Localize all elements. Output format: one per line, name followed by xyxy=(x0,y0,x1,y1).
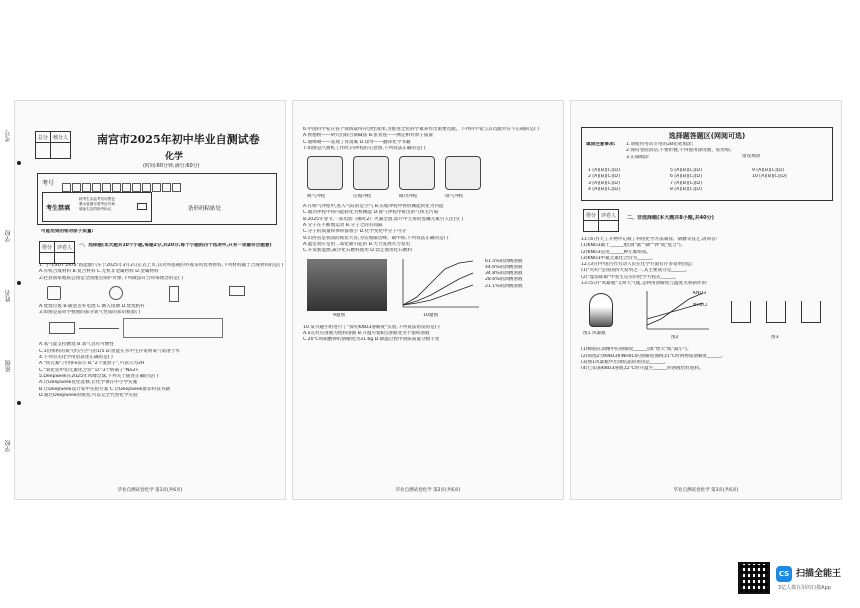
question-line: C.开发新能源,减少化石燃料使用 D.禁止使用化石燃料 xyxy=(303,248,413,254)
question-line: 11.(4分)天工开物中记载了利用化学方法制盐、制糖等技艺,请回答: xyxy=(581,237,718,242)
answer-area-title: 选择题答题区(网阅可选) xyxy=(668,132,746,140)
question-line: C."氧化铝中铝元素化合价" D."3个钠离子"Na3+ xyxy=(39,367,139,373)
exam-page-1 xyxy=(14,100,286,500)
grader-table: 得分 评卷人 xyxy=(39,241,75,264)
property-box-icon xyxy=(123,318,223,338)
question-line: C.屠呦呦——发现了青蒿素 D.徐寿——翻译化学书籍 xyxy=(303,139,411,145)
figure-label: 图3 xyxy=(771,335,779,341)
question-line: (1)"火药"是我国四大发明之一,其主要成分是______。 xyxy=(581,268,690,274)
question-line: A.氧气能支持燃烧 B.氧气具有可燃性 xyxy=(39,342,114,348)
figures-13 xyxy=(581,287,835,347)
section-one-heading: 一、选择题(本大题共10个小题,每题2分,共20分,每个小题的四个选项中,只有一项最符合题意) xyxy=(79,243,272,248)
exam-page-2 xyxy=(292,100,564,500)
figure-icon xyxy=(109,286,123,300)
photo-figure xyxy=(307,259,387,311)
question-line: (1)KNO3属于______肥(填"氮""磷""钾"或"复合")。 xyxy=(581,243,686,249)
question-line: A.温室效应是由二氧化碳引起的 B.大力发展火力发电 xyxy=(303,241,411,247)
figure-icon xyxy=(47,286,61,300)
question-2-figures xyxy=(39,282,283,304)
question-line: 4.下列有关化学用语表述正确的是( ) xyxy=(39,355,113,361)
barcode-label: 条形码粘贴处 xyxy=(188,206,222,212)
question-line: 12.(3分)中国古代劳动人民在化学方面有许多发明创造: xyxy=(581,262,693,268)
qr-code xyxy=(738,562,770,594)
figures-9-10 xyxy=(303,255,557,325)
fill-notice-list: 1.请使用考试专用的2B铅笔填涂; 2.保持卷面清洁,不要折叠,不得使用涂改液、胶带纸; 3.正确填涂 xyxy=(626,142,732,160)
side-label: 学校 xyxy=(5,440,12,452)
question-line: 6.中国科学家在各个领域取得开创性成果,为推进全民科学素养作出重要贡献。下列科学家与其贡献对应不正确的是( ) xyxy=(303,127,539,132)
question-line: D.通过DeepSeek的模型,可以完全代替化学实验 xyxy=(39,392,138,398)
beaker-icon xyxy=(801,301,821,323)
side-label: 班级 xyxy=(5,360,12,372)
exam-subject: 化学 xyxy=(165,152,184,162)
binding-hole xyxy=(17,401,21,405)
engine-stroke-figure xyxy=(303,152,557,204)
figure-label: 图1 风暴瓶 xyxy=(583,331,606,337)
engine-label: 排气冲程 xyxy=(445,194,464,200)
question-line: C.20℃时硝酸钾的溶解度为31.6g D.降温过程中溶质质量分数不变 xyxy=(303,337,440,343)
answer-row[interactable]: 2 [A][B][C][D] 6 [A][B][C][D] 10 [A][B][C][D] xyxy=(588,174,787,180)
binding-hole xyxy=(17,161,21,165)
engine-label: 吸气冲程 xyxy=(307,194,326,200)
figure-label: 10题图 xyxy=(423,312,439,318)
question-3-diagram xyxy=(39,316,283,342)
question-line: A.焚烧垃圾 B.随意丢弃电池 C.倒入鱼塘 D.焚烧秸秆 xyxy=(39,303,145,309)
exam-time-info: (时间:60分钟,满分:60分) xyxy=(143,163,200,169)
grader-table: 得分 评卷人 xyxy=(583,209,619,232)
legend-item: 21.1%的酒精溶液 xyxy=(485,283,523,289)
side-label: 学校 xyxy=(5,230,12,242)
legend-item: 44.6%的酒精溶液 xyxy=(485,264,523,270)
answer-row[interactable]: 4 [A][B][C][D] 8 [A][B][C][D] xyxy=(588,186,702,192)
atomic-mass-note: 可能用到的相对原子质量: xyxy=(41,229,94,234)
question-line: C.1份体积的氧气约占空气的1/5 D.鱼能在水中生存说明氧气易溶于水 xyxy=(39,348,180,354)
question-line: A.让DeepSeek优化选修,让化学课在中小学实施 xyxy=(39,380,138,386)
question-line: A.有机合成材料 B.复合材料 C.无机非金属材料 D.金属材料 xyxy=(39,269,159,275)
exam-title: 南宫市2025年初中毕业自测试卷 xyxy=(97,133,260,146)
oxygen-box-icon xyxy=(49,322,75,334)
notice-box: 考生禁填 缺考生由监考员用黑色 墨水笔填写准考证号和 填涂右边的缺考标记 xyxy=(42,192,152,222)
figure-label: 9题图 xyxy=(333,312,346,318)
wrong-fill-label: 错误填涂 xyxy=(742,154,761,159)
answer-grid[interactable] xyxy=(588,168,828,193)
page-footer: 毕业自测试卷化学 第1页(共6页) xyxy=(117,488,183,493)
engine-icon xyxy=(353,156,389,190)
answer-row[interactable]: 1 [A][B][C][D] 5 [A][B][C][D] 9 [A][B][C][D] xyxy=(588,168,784,173)
fill-notice-label: 填涂注意事项: xyxy=(586,142,616,147)
question-line: 8.2025年春节,一部电影《哪吒2》火遍全国,影片中主角的莲藕元素引人注目( ) xyxy=(303,216,464,222)
legend-item: 61.5%的酒精溶液 xyxy=(485,258,523,264)
legend-item: 28.6%的酒精溶液 xyxy=(485,277,523,283)
exam-page-3 xyxy=(570,100,842,500)
chart-legend xyxy=(485,259,523,290)
question-line: A."铁元素",可用Fe表示 B."2个氢原子",可表示为2H xyxy=(39,361,145,367)
question-list xyxy=(303,127,557,343)
question-list xyxy=(581,237,835,373)
question-line: 2.赵县国家地质公园是全国重点保护对象,下列做法符合环保理念的是( ) xyxy=(39,275,184,281)
engine-label: 做功冲程 xyxy=(399,194,418,200)
question-line: 13.(5分)"风暴瓶"又叫天气瓶,是利用溶解度与温度关系制作的: xyxy=(581,281,708,287)
engine-icon xyxy=(307,156,343,190)
side-label: 考号 xyxy=(5,130,12,142)
scanner-brand: 扫描全能王 xyxy=(796,569,842,579)
camscanner-logo-icon: CS xyxy=(776,566,792,582)
page-footer: 毕业自测试卷化学 第3页(共6页) xyxy=(673,488,739,493)
question-line: (3)图1风暴瓶中出现结晶的原因是______。 xyxy=(581,359,669,365)
question-line: 10.某兴趣小组进行了"探究KNO3溶解度"实验,下列说法错误的是( ) xyxy=(303,324,440,330)
beaker-icon xyxy=(731,301,751,323)
question-line: A.分子在不断地运动 B.分子之间有间隔 xyxy=(303,223,383,229)
question-line: (4)已知某KNO3溶液,t2℃时升温至______时溶液恰好饱和。 xyxy=(581,366,704,372)
question-line: 5.DeepSeek在2025年风靡全球,下列关于描述正确的是( ) xyxy=(39,373,159,379)
question-line: (3)KNO3中氮元素化合价为______。 xyxy=(581,255,656,261)
answer-area xyxy=(581,127,833,201)
question-line: C.做功冲程中将内能转化为机械能 D.排气冲程中排出的气体无污染 xyxy=(303,210,439,216)
question-line: A.侯德榜——研究出联合制碱法 B.张青莲——测定相对原子质量 xyxy=(303,133,434,139)
side-label: 姓名 xyxy=(5,290,12,302)
engine-label: 压缩冲程 xyxy=(353,194,372,200)
question-line: C.分子的质量和体积都很小 D.化学变化中分子可分 xyxy=(303,229,407,235)
question-line: (2)如图2为KNO3和NH4Cl的溶解度曲线,t1℃时两物质溶解度______。 xyxy=(581,353,726,359)
figure-icon xyxy=(169,286,179,302)
question-line: B.让DeepSeek设计家中实验方案 C.让DeepSeek推荐科技书籍 xyxy=(39,386,170,392)
section-two-heading: 二、非选择题(本大题共8小题,共40分) xyxy=(627,215,714,221)
question-line: A.在吸气冲程中,进入气缸的是空气 B.压缩冲程中将机械能转化为内能 xyxy=(303,204,444,210)
exam-number-label: 考号 xyxy=(42,180,55,187)
arrow-icon xyxy=(79,328,119,329)
question-list xyxy=(39,263,283,399)
question-line: 7.如图是汽油机工作时,四冲程的示意图,下列说法正确的是( ) xyxy=(303,145,426,151)
question-line: (2)"湿法炼铜"中发生反应的化学方程式______。 xyxy=(581,274,680,280)
question-line: 9.山西省是我国的煤炭大省,为实现碳达峰、碳中和,下列说法正确的是( ) xyxy=(303,235,449,241)
answer-row[interactable]: 3 [A][B][C][D] 7 [A][B][C][D] xyxy=(588,180,702,186)
notice-label: 考生禁填 xyxy=(46,205,71,212)
question-line: (1)樟脑在酒精中的溶解度______(填"增大"或"减小")。 xyxy=(581,347,692,353)
question-line: 1."小米SU7 Ultra"新能源汽车于2025年3月2日正式上市,其对所搭载的外观采用优秀材料,下列材料属于合成材料的是( ) xyxy=(39,263,283,268)
candidate-info-box xyxy=(37,173,277,225)
beaker-icon xyxy=(766,301,786,323)
solubility-chart xyxy=(395,257,481,313)
curve-label: NH4Cl xyxy=(693,303,708,309)
question-line: A.a点对应溶液为饱和溶液 B.升温可使b点溶液变为不饱和溶液 xyxy=(303,330,430,336)
engine-icon xyxy=(399,156,435,190)
absent-mark-checkbox[interactable] xyxy=(137,203,147,210)
figure-label: 图2 xyxy=(671,335,679,341)
binding-hole xyxy=(17,281,21,285)
storm-bottle-icon xyxy=(589,293,613,327)
figure-icon xyxy=(229,286,245,296)
page-footer: 毕业自测试卷化学 第2页(共6页) xyxy=(395,488,461,493)
legend-item: 34.8%的酒精溶液 xyxy=(485,271,523,277)
curve-label: KNO3 xyxy=(693,291,706,297)
question-line: 3.如图是某同学整理的部分氧气性质的知识框架( ) xyxy=(39,310,141,316)
engine-icon xyxy=(445,156,481,190)
scanner-tagline: 3亿人都在用的扫描App xyxy=(778,585,831,591)
question-line: (2)KNO3是由______种元素组成。 xyxy=(581,249,652,255)
score-table: 总分 核分人 xyxy=(35,131,71,159)
